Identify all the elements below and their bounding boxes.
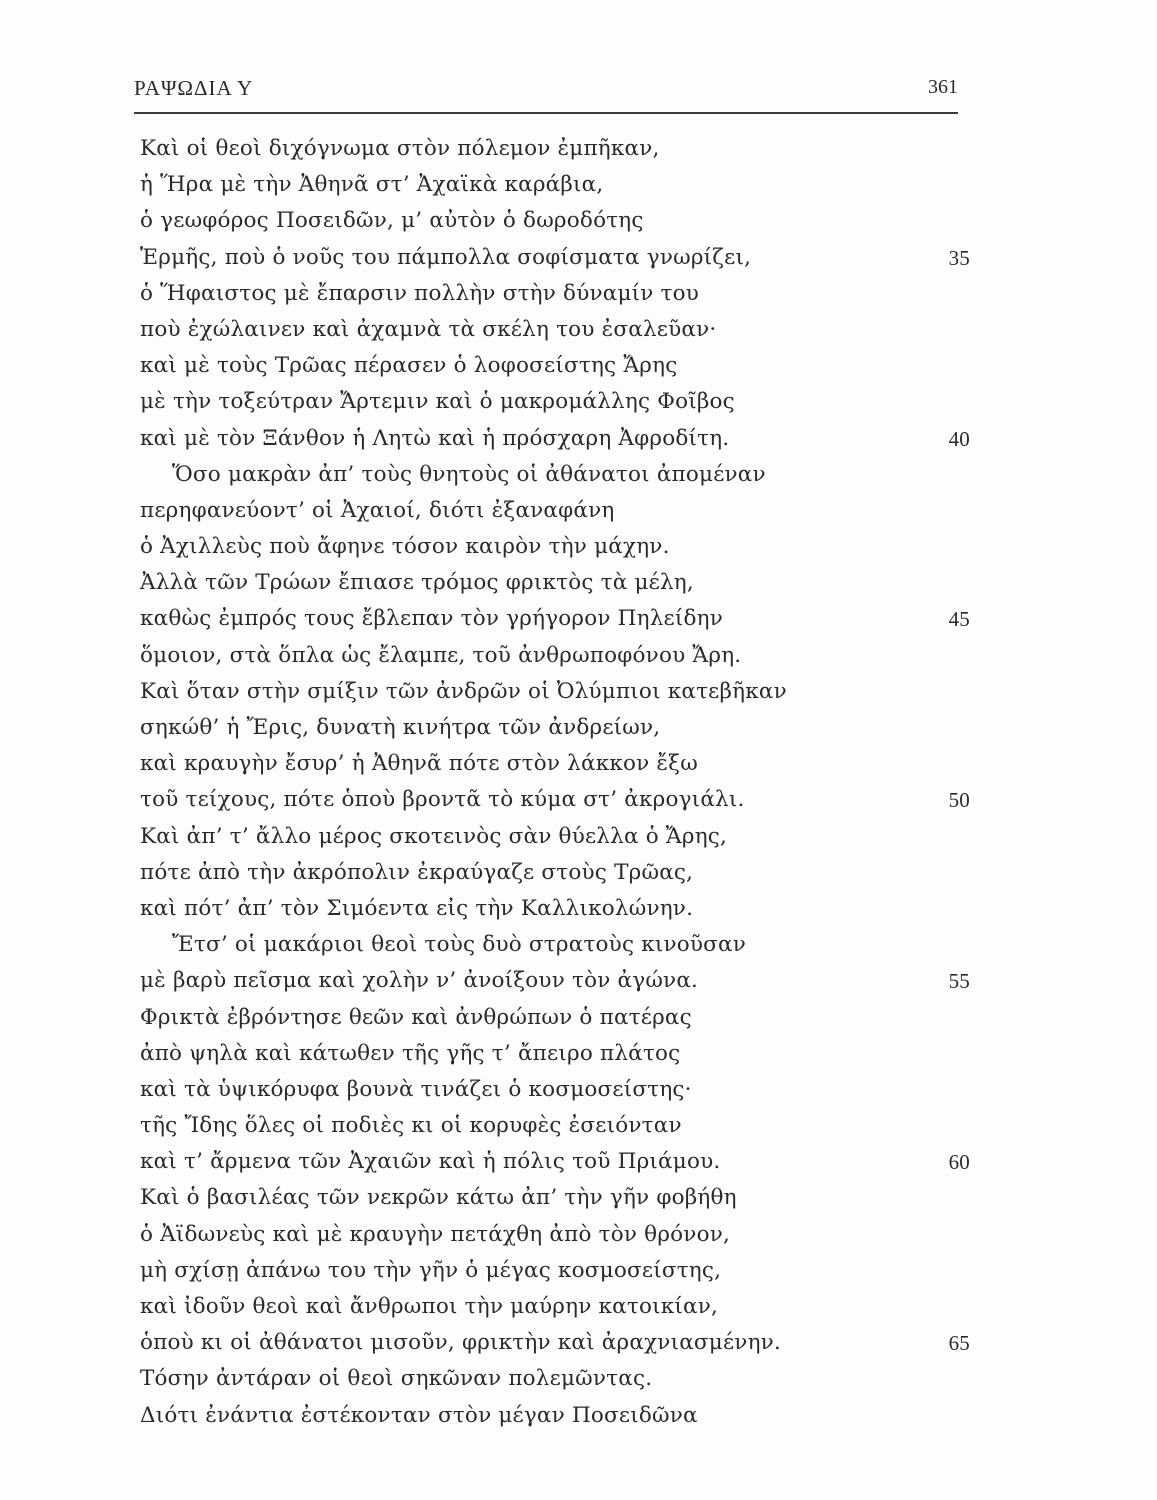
verse-block [140, 131, 970, 1434]
verse-line [140, 1217, 970, 1253]
line-number: 65 [948, 1331, 970, 1356]
verse-text: Ὅσο μακρὰν ἀπ’ τοὺς θνητοὺς οἱ ἀθάνατοι ἀπομέναν [172, 461, 766, 487]
verse-line [140, 1036, 970, 1072]
page-header [134, 72, 958, 112]
running-head: ΡΑΨΩΔΙΑ Υ [134, 76, 254, 100]
verse-text: Καὶ οἱ θεοὶ διχόγνωμα στὸν πόλεμον ἐμπῆκαν, [140, 136, 660, 161]
verse-text: ἀπὸ ψηλὰ καὶ κάτωθεν τῆς γῆς τ’ ἄπειρο πλάτος [140, 1040, 681, 1066]
header-rule [134, 112, 958, 114]
verse-text: ποὺ ἐχώλαινεν καὶ ἀχαμνὰ τὰ σκέλη του ἐσαλεῦαν· [140, 316, 717, 342]
verse-line [140, 855, 970, 891]
verse-text: τῆς Ἴδης ὅλες οἱ ποδιὲς κι οἱ κορυφὲς ἐσειόνταν [140, 1113, 682, 1139]
verse-text: μὴ σχίσῃ ἀπάνω του τὴν γῆν ὁ μέγας κοσμοσείστης, [140, 1257, 722, 1283]
verse-line [140, 963, 970, 999]
verse-text: καὶ πότ’ ἀπ’ τὸν Σιμόεντα εἰς τὴν Καλλικολώνην. [140, 895, 694, 921]
verse-text: Ἀλλὰ τῶν Τρώων ἔπιασε τρόμος φρικτὸς τὰ μέλη, [140, 570, 694, 596]
verse-line [140, 203, 970, 239]
verse-text: Καὶ ἀπ’ τ’ ἄλλο μέρος σκοτεινὸς σὰν θύελλα ὁ Ἄρης, [140, 823, 728, 849]
verse-line [140, 1144, 970, 1180]
verse-text: ὁ γεωφόρος Ποσειδῶν, μ’ αὐτὸν ὁ δωροδότης [140, 208, 644, 234]
verse-text: καὶ μὲ τὸν Ξάνθον ἡ Λητὼ καὶ ἡ πρόσχαρη Ἀφροδίτη. [140, 425, 730, 451]
line-number: 55 [948, 969, 970, 994]
verse-line [140, 1072, 970, 1108]
verse-text: καὶ ἰδοῦν θεοὶ καὶ ἄνθρωποι τὴν μαύρην κατοικίαν, [140, 1294, 719, 1319]
verse-line [140, 240, 970, 276]
verse-line [140, 131, 970, 167]
verse-text: σηκώθ’ ἡ Ἔρις, δυνατὴ κινήτρα τῶν ἀνδρείων, [140, 715, 661, 740]
verse-line [140, 421, 970, 457]
verse-line [140, 384, 970, 420]
line-number: 40 [948, 426, 970, 451]
verse-line [140, 891, 970, 927]
line-number: 50 [948, 788, 970, 813]
verse-text: Καὶ ὅταν στὴν σμίξιν τῶν ἀνδρῶν οἱ Ὀλύμπιοι κατεβῆκαν [140, 678, 787, 704]
verse-text: καθὼς ἐμπρός τους ἔβλεπαν τὸν γρήγορον Πηλείδην [140, 606, 723, 632]
verse-text: ὁ Ἀϊδωνεὺς καὶ μὲ κραυγὴν πετάχθη ἀπὸ τὸν θρόνον, [140, 1221, 731, 1247]
verse-line [140, 1361, 970, 1397]
verse-text: ἡ Ἥρα μὲ τὴν Ἀθηνᾶ στ’ Ἀχαϊκὰ καράβια, [140, 172, 604, 198]
verse-line [140, 674, 970, 710]
verse-text: Τόσην ἀντάραν οἱ θεοὶ σηκῶναν πολεμῶντας. [140, 1366, 653, 1392]
verse-line [140, 1289, 970, 1325]
verse-text: καὶ κραυγὴν ἔσυρ’ ἡ Ἀθηνᾶ πότε στὸν λάκκον ἔξω [140, 751, 698, 777]
verse-line [140, 1398, 970, 1434]
verse-text: Καὶ ὁ βασιλέας τῶν νεκρῶν κάτω ἀπ’ τὴν γῆν φοβήθη [140, 1185, 737, 1211]
verse-line [140, 457, 970, 493]
verse-line [140, 638, 970, 674]
verse-line [140, 1180, 970, 1216]
verse-text: περηφανεύοντ’ οἱ Ἀχαιοί, διότι ἐξαναφάνη [140, 497, 615, 523]
verse-line [140, 312, 970, 348]
line-number: 45 [948, 607, 970, 632]
verse-line [140, 493, 970, 529]
verse-text: ὁ Ἥφαιστος μὲ ἔπαρσιν πολλὴν στὴν δύναμίν του [140, 280, 700, 306]
verse-text: πότε ἀπὸ τὴν ἀκρόπολιν ἐκραύγαζε στοὺς Τρῶας, [140, 859, 694, 885]
verse-line [140, 1000, 970, 1036]
verse-line [140, 1325, 970, 1361]
verse-line [140, 746, 970, 782]
verse-line [140, 529, 970, 565]
line-number: 35 [948, 245, 970, 270]
verse-text: καὶ τὰ ὑψικόρυφα βουνὰ τινάζει ὁ κοσμοσείστης· [140, 1076, 692, 1102]
verse-text: ὁποὺ κι οἱ ἀθάνατοι μισοῦν, φρικτὴν καὶ ἀραχνιασμένην. [140, 1330, 781, 1356]
verse-text: μὲ τὴν τοξεύτραν Ἄρτεμιν καὶ ὁ μακρομάλλης Φοῖβος [140, 389, 735, 415]
verse-text: καὶ τ’ ἄρμενα τῶν Ἀχαιῶν καὶ ἡ πόλις τοῦ Πριάμου. [140, 1149, 721, 1175]
verse-text: Φρικτὰ ἐβρόντησε θεῶν καὶ ἀνθρώπων ὁ πατέρας [140, 1004, 692, 1030]
verse-line [140, 710, 970, 746]
verse-line [140, 167, 970, 203]
verse-line [140, 927, 970, 963]
verse-line [140, 1108, 970, 1144]
verse-line [140, 276, 970, 312]
verse-text: Ἑρμῆς, ποὺ ὁ νοῦς του πάμπολλα σοφίσματα γνωρίζει, [140, 244, 752, 270]
verse-text: μὲ βαρὺ πεῖσμα καὶ χολὴν ν’ ἀνοίξουν τὸν ἀγώνα. [140, 968, 699, 994]
verse-line [140, 601, 970, 637]
line-number: 60 [948, 1150, 970, 1175]
verse-text: καὶ μὲ τοὺς Τρῶας πέρασεν ὁ λοφοσείστης Ἄρης [140, 353, 678, 379]
verse-line [140, 348, 970, 384]
page-number: 361 [928, 76, 958, 98]
verse-line [140, 1253, 970, 1289]
verse-line [140, 819, 970, 855]
verse-line [140, 565, 970, 601]
verse-text: ὅμοιον, στὰ ὅπλα ὡς ἔλαμπε, τοῦ ἀνθρωποφόνου Ἄρη. [140, 642, 742, 668]
verse-line [140, 782, 970, 818]
verse-text: Ἔτσ’ οἱ μακάριοι θεοὶ τοὺς δυὸ στρατοὺς κινοῦσαν [172, 932, 747, 958]
verse-text: ὁ Ἀχιλλεὺς ποὺ ἄφηνε τόσον καιρὸν τὴν μάχην. [140, 534, 670, 560]
verse-text: τοῦ τείχους, πότε ὁποὺ βροντᾶ τὸ κύμα στ’ ἀκρογιάλι. [140, 787, 745, 813]
verse-text: Διότι ἐνάντια ἐστέκονταν στὸν μέγαν Ποσειδῶνα [140, 1402, 698, 1428]
